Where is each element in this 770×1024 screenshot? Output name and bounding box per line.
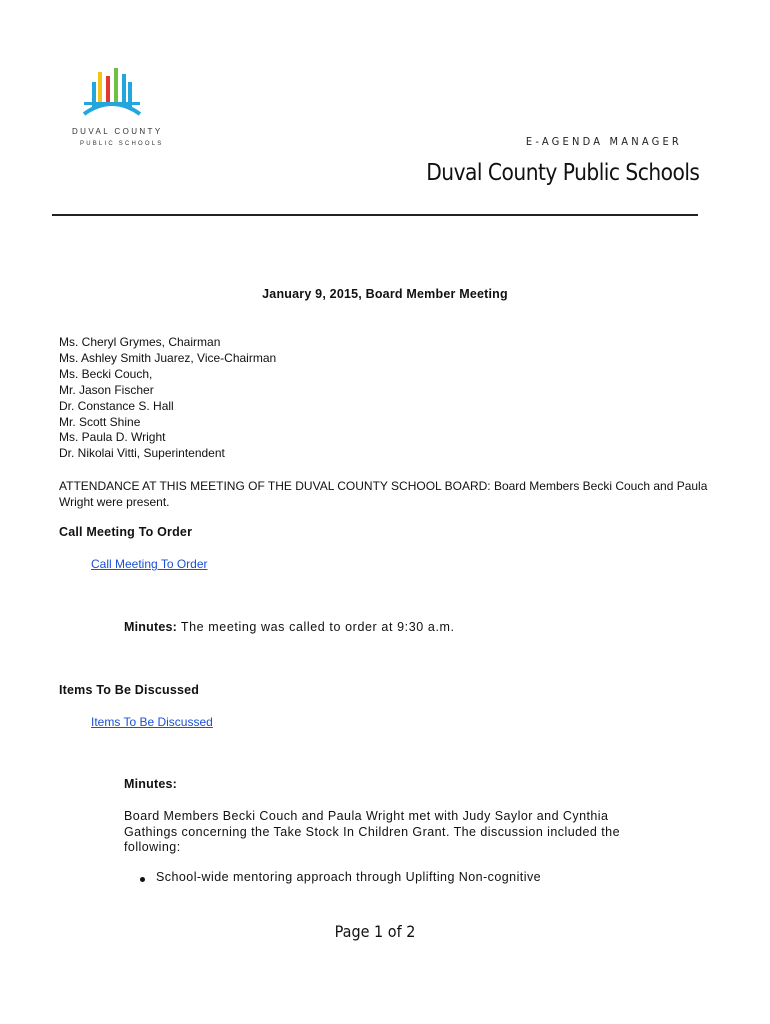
- bullet-icon: [140, 877, 145, 882]
- logo-text-line2: PUBLIC SCHOOLS: [80, 141, 164, 147]
- member-item: Mr. Scott Shine: [59, 414, 141, 429]
- bullet-text: School-wide mentoring approach through Uplifting Non-cognitive: [156, 870, 542, 884]
- list-item: [140, 870, 541, 884]
- minutes-label: Minutes:: [124, 620, 177, 634]
- meeting-title: January 9, 2015, Board Member Meeting: [262, 287, 508, 301]
- minutes-items-paragraph: Board Members Becki Couch and Paula Wright met with Judy Saylor and Cynthia Gathings concerning the Take Stock In Children Grant. The discussion included the following:: [124, 809, 620, 855]
- logo-bar-red: [106, 76, 110, 102]
- member-item: Dr. Constance S. Hall: [59, 398, 174, 413]
- minutes-call-to-order: [124, 620, 455, 634]
- logo-deck: [84, 102, 140, 105]
- member-item: Dr. Nikolai Vitti, Superintendent: [59, 446, 225, 461]
- minutes-items-label: [124, 777, 177, 791]
- header-divider: [52, 214, 698, 216]
- member-item: Ms. Paula D. Wright: [59, 430, 166, 445]
- minutes-label: Minutes:: [124, 777, 177, 791]
- logo-bar-blue: [122, 74, 126, 102]
- section-heading-call-to-order: Call Meeting To Order: [59, 525, 193, 539]
- member-list: [59, 335, 276, 462]
- logo-bar-yellow: [98, 72, 102, 102]
- eagenda-manager-label: E-AGENDA MANAGER: [525, 135, 682, 148]
- member-item: Ms. Ashley Smith Juarez, Vice-Chairman: [59, 350, 277, 365]
- page-number: Page 1 of 2: [334, 922, 416, 941]
- minutes-text: The meeting was called to order at 9:30 a.m.: [177, 620, 455, 634]
- member-item: Ms. Cheryl Grymes, Chairman: [59, 335, 221, 349]
- discussion-bullet-list: [140, 870, 541, 884]
- section-heading-items-to-be-discussed: Items To Be Discussed: [59, 683, 200, 697]
- call-meeting-to-order-link[interactable]: Call Meeting To Order: [91, 557, 208, 571]
- attendance-statement: ATTENDANCE AT THIS MEETING OF THE DUVAL COUNTY SCHOOL BOARD: Board Members Becki Couch and Paula Wright were present.: [59, 479, 708, 509]
- org-name: Duval County Public Schools: [425, 160, 699, 186]
- logo-bar-green: [114, 68, 118, 102]
- items-to-be-discussed-link[interactable]: Items To Be Discussed: [91, 715, 213, 729]
- logo-text-line1: DUVAL COUNTY: [72, 127, 163, 136]
- member-item: Ms. Becki Couch,: [59, 366, 153, 381]
- member-item: Mr. Jason Fischer: [59, 382, 154, 397]
